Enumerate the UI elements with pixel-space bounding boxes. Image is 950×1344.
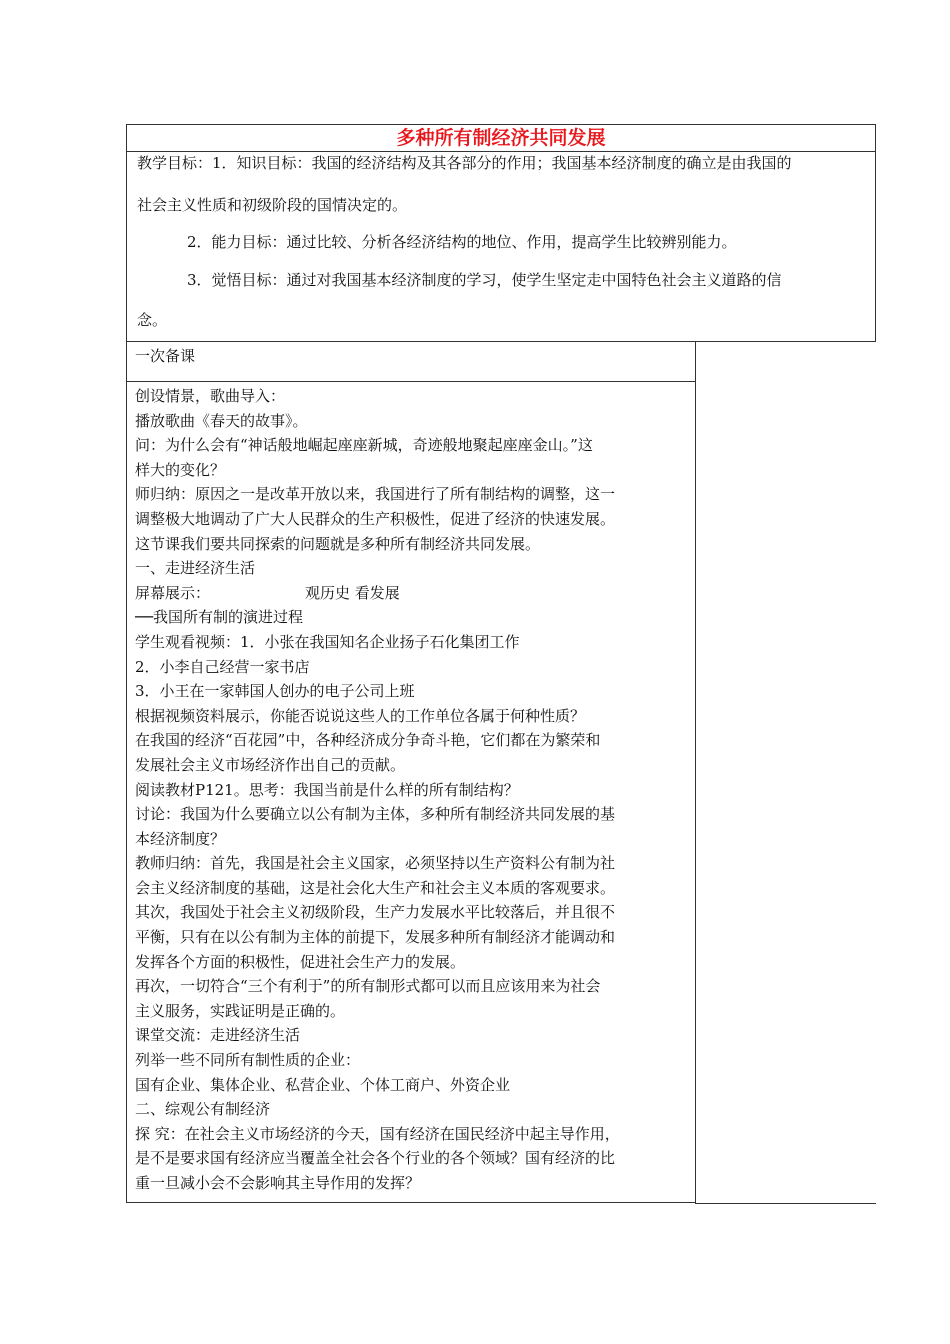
plan-line: 重一旦减小会不会影响其主导作用的发挥？ bbox=[135, 1174, 421, 1192]
plan-line: 发展社会主义市场经济作出自己的贡献。 bbox=[135, 755, 406, 774]
lesson-plan-table bbox=[126, 341, 696, 1203]
screen-label: 屏幕展示： bbox=[135, 583, 211, 602]
plan-line: 一、走进经济生活 bbox=[135, 559, 256, 578]
plan-line: 3．小王在一家韩国人创办的电子公司上班 bbox=[135, 682, 415, 701]
plan-line: 国有企业、集体企业、私营企业、个体工商户、外资企业 bbox=[135, 1075, 511, 1094]
plan-line: 创设情景，歌曲导入： bbox=[135, 387, 286, 405]
plan-line: 会主义经济制度的基础，这是社会化大生产和社会主义本质的客观要求。 bbox=[135, 878, 616, 897]
plan-body bbox=[127, 382, 695, 1196]
objective-knowledge-cont: 社会主义性质和初级阶段的国情决定的。 bbox=[137, 196, 408, 214]
plan-line: 2．小李自己经营一家书店 bbox=[135, 657, 310, 676]
objective-ability: 2．能力目标：通过比较、分析各经济结构的地位、作用，提高学生比较辨别能力。 bbox=[187, 233, 737, 251]
plan-line: 主义服务，实践证明是正确的。 bbox=[135, 1001, 346, 1020]
objective-knowledge: 教学目标：1．知识目标：我国的经济结构及其各部分的作用；我国基本经济制度的确立是由我国的 bbox=[137, 154, 792, 172]
plan-line: 阅读教材P121。思考：我国当前是什么样的所有制结构？ bbox=[135, 780, 519, 799]
plan-line: 调整极大地调动了广大人民群众的生产积极性，促进了经济的快速发展。 bbox=[135, 509, 616, 528]
plan-line: 问：为什么会有“神话般地崛起座座新城，奇迹般地聚起座座金山。”这 bbox=[135, 436, 593, 455]
plan-line: 平衡，只有在以公有制为主体的前提下，发展多种所有制经济才能调动和 bbox=[135, 928, 616, 947]
plan-line: 本经济制度？ bbox=[135, 829, 226, 848]
plan-line: 师归纳：原因之一是改革开放以来，我国进行了所有制结构的调整，这一 bbox=[135, 485, 616, 504]
plan-header: 一次备课 bbox=[127, 342, 695, 382]
plan-line: 这节课我们要共同探索的问题就是多种所有制经济共同发展。 bbox=[135, 534, 541, 553]
plan-line: 样大的变化？ bbox=[135, 460, 226, 479]
plan-line: 根据视频资料展示，你能否说说这些人的工作单位各属于何种性质？ bbox=[135, 706, 586, 725]
plan-line: 学生观看视频：1．小张在我国知名企业扬子石化集团工作 bbox=[135, 632, 520, 651]
side-column-rule bbox=[695, 1203, 876, 1204]
screen-caption: 观历史 看发展 bbox=[305, 583, 400, 602]
plan-line: 列举一些不同所有制性质的企业： bbox=[135, 1051, 361, 1070]
plan-line: 讨论：我国为什么要确立以公有制为主体，多种所有制经济共同发展的基 bbox=[135, 805, 616, 824]
page-title: 多种所有制经济共同发展 bbox=[127, 125, 875, 152]
objectives-table bbox=[126, 124, 876, 342]
plan-line: ──我国所有制的演进过程 bbox=[135, 608, 304, 627]
plan-line: 是不是要求国有经济应当覆盖全社会各个行业的各个领域？国有经济的比 bbox=[135, 1149, 616, 1168]
plan-line: 教师归纳：首先，我国是社会主义国家，必须坚持以生产资料公有制为社 bbox=[135, 854, 616, 873]
plan-line: 发挥各个方面的积极性，促进社会生产力的发展。 bbox=[135, 952, 466, 971]
plan-line: 探 究：在社会主义市场经济的今天，国有经济在国民经济中起主导作用， bbox=[135, 1124, 620, 1143]
plan-line: 在我国的经济“百花园”中，各种经济成分争奇斗艳，它们都在为繁荣和 bbox=[135, 731, 601, 750]
objective-awareness: 3．觉悟目标：通过对我国基本经济制度的学习，使学生坚定走中国特色社会主义道路的信 bbox=[187, 271, 782, 289]
plan-line: 其次，我国处于社会主义初级阶段，生产力发展水平比较落后，并且很不 bbox=[135, 903, 616, 922]
plan-line: 再次，一切符合“三个有利于”的所有制形式都可以而且应该用来为社会 bbox=[135, 977, 601, 996]
plan-line: 播放歌曲《春天的故事》。 bbox=[135, 411, 308, 430]
plan-line bbox=[135, 581, 687, 606]
objective-awareness-cont: 念。 bbox=[137, 311, 168, 329]
plan-line: 课堂交流：走进经济生活 bbox=[135, 1026, 301, 1045]
plan-line: 二、综观公有制经济 bbox=[135, 1100, 271, 1119]
